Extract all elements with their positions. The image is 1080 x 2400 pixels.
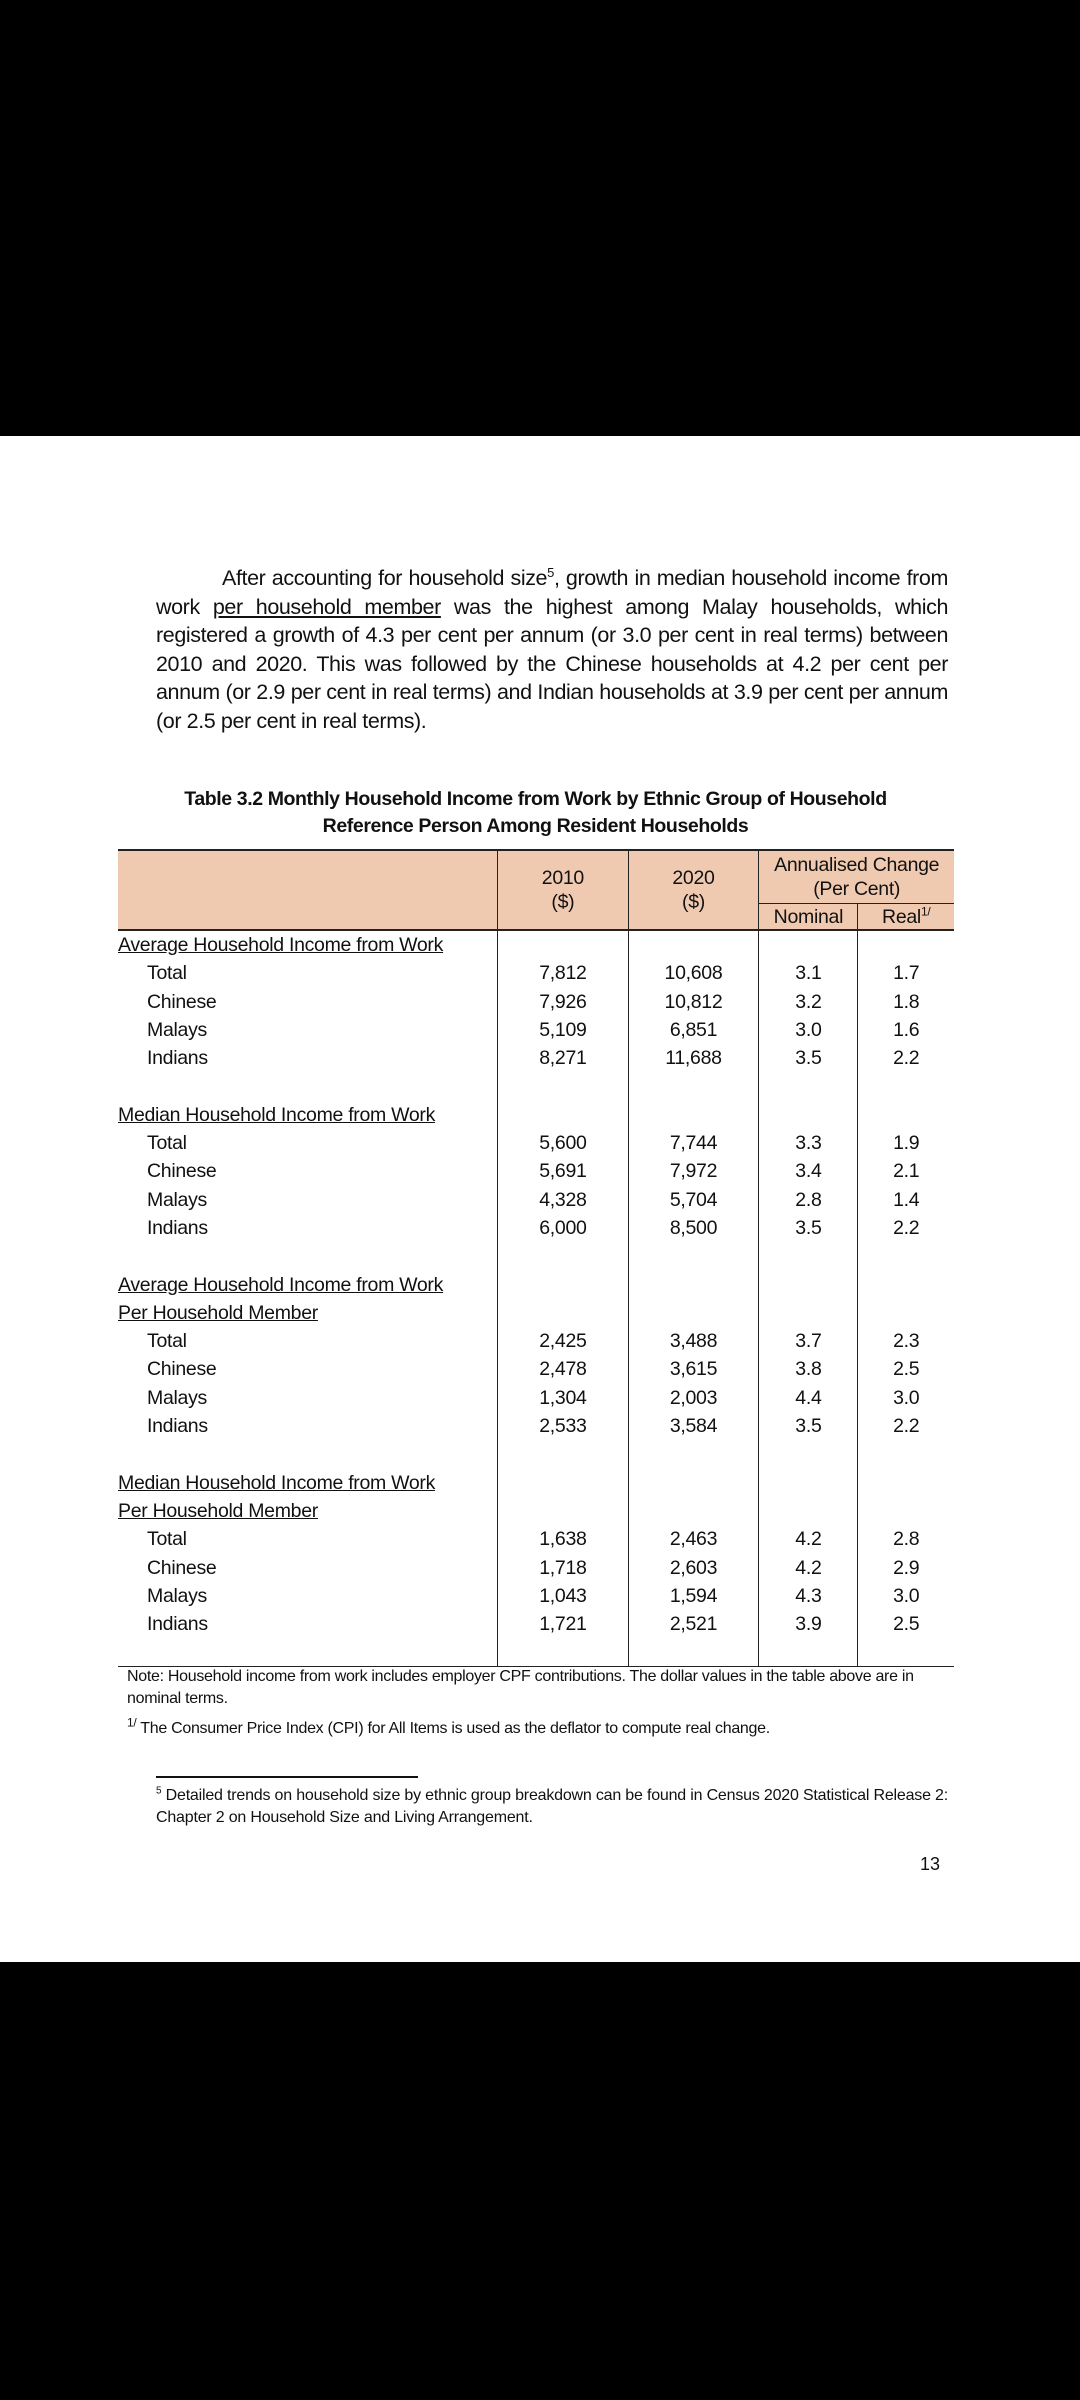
- paragraph-text: was the highest among Malay households, which registered a growth of 4.3 per cent per annum (or 3.0 per cent in real terms) between 2010 and 2020. This was followed by the Chinese households at 4.2 per cent per annum (or 2.9 per cent in real terms) and Indian households at 3.9 per cent per annum (or 2.5 per cent in real terms).: [156, 594, 948, 733]
- value-2010: 1,304: [498, 1384, 628, 1412]
- value-2010: 5,691: [498, 1157, 628, 1185]
- table-row: [118, 1016, 954, 1044]
- row-label: Indians: [147, 1415, 208, 1438]
- section-title: [118, 1271, 498, 1299]
- spacer-row: [118, 1638, 954, 1667]
- value-2020: 11,688: [628, 1044, 759, 1072]
- section-title: [118, 1469, 498, 1497]
- empty-cell: [628, 1440, 759, 1468]
- section-title-row: [118, 1497, 954, 1525]
- empty-cell: [858, 1469, 954, 1497]
- section-title: [118, 1497, 498, 1525]
- value-real: 2.2: [858, 1412, 954, 1440]
- row-label: Total: [147, 1528, 187, 1551]
- empty-cell: [628, 1271, 759, 1299]
- empty-cell: [759, 1469, 858, 1497]
- footnote-marker: 1/: [920, 904, 931, 918]
- table-row: [118, 1582, 954, 1610]
- value-nominal: 3.8: [759, 1355, 858, 1383]
- table-caption: [118, 786, 953, 840]
- table-row: [118, 1044, 954, 1072]
- paragraph-text: , growth in median household income from work: [156, 566, 949, 619]
- row-label: Malays: [147, 1584, 207, 1607]
- empty-cell: [118, 1072, 498, 1100]
- value-real: 2.2: [858, 1044, 954, 1072]
- header-real: Real$^{1/}$: [858, 904, 954, 931]
- empty-cell: [759, 1072, 858, 1100]
- value-real: 2.9: [858, 1554, 954, 1582]
- header-2010: 2010 ($): [498, 850, 628, 930]
- document-page: [0, 436, 1080, 1962]
- empty-cell: [498, 1242, 628, 1270]
- value-2010: 2,533: [498, 1412, 628, 1440]
- table-row: [118, 1327, 954, 1355]
- value-2010: 1,043: [498, 1582, 628, 1610]
- value-2020: 2,521: [628, 1610, 759, 1638]
- empty-cell: [759, 1638, 858, 1667]
- value-2010: 5,600: [498, 1129, 628, 1157]
- value-nominal: 3.4: [759, 1157, 858, 1185]
- value-nominal: 2.8: [759, 1186, 858, 1214]
- value-real: 2.2: [858, 1214, 954, 1242]
- value-2010: 1,718: [498, 1554, 628, 1582]
- value-2020: 10,608: [628, 959, 759, 987]
- row-label: Indians: [147, 1216, 208, 1239]
- empty-cell: [858, 1271, 954, 1299]
- empty-cell: [498, 1101, 628, 1129]
- empty-cell: [498, 1299, 628, 1327]
- empty-cell: [628, 1242, 759, 1270]
- row-label: Total: [147, 1330, 187, 1353]
- empty-cell: [628, 930, 759, 959]
- value-nominal: 3.7: [759, 1327, 858, 1355]
- footnote-separator: [156, 1776, 418, 1778]
- empty-cell: [858, 1072, 954, 1100]
- value-2020: 8,500: [628, 1214, 759, 1242]
- value-2020: 2,463: [628, 1525, 759, 1553]
- value-2020: 7,972: [628, 1157, 759, 1185]
- section-title-row: [118, 1271, 954, 1299]
- value-nominal: 4.2: [759, 1525, 858, 1553]
- income-table: [118, 849, 954, 1667]
- value-2010: 4,328: [498, 1186, 628, 1214]
- section-title-text: Median Household Income from Work: [118, 1103, 436, 1126]
- body-paragraph: [156, 564, 948, 735]
- empty-cell: [858, 1242, 954, 1270]
- section-title-row: [118, 1469, 954, 1497]
- value-2010: 2,425: [498, 1327, 628, 1355]
- paragraph-text: After accounting for household size: [222, 566, 548, 590]
- value-2010: 5,109: [498, 1016, 628, 1044]
- caption-line-2: Reference Person Among Resident Households: [322, 815, 749, 837]
- value-real: 1.7: [858, 959, 954, 987]
- table-row: [118, 1355, 954, 1383]
- empty-cell: [759, 1101, 858, 1129]
- value-real: 2.3: [858, 1327, 954, 1355]
- table-row: [118, 988, 954, 1016]
- row-label: Total: [147, 1132, 187, 1155]
- row-label: Malays: [147, 1018, 207, 1041]
- empty-cell: [498, 1072, 628, 1100]
- value-nominal: 4.3: [759, 1582, 858, 1610]
- row-label: Indians: [147, 1613, 208, 1636]
- empty-cell: [858, 930, 954, 959]
- value-2010: 8,271: [498, 1044, 628, 1072]
- underlined-phrase: per household member: [212, 594, 441, 619]
- value-nominal: 3.5: [759, 1044, 858, 1072]
- caption-line-1: Table 3.2 Monthly Household Income from Work by Ethnic Group of Household: [184, 788, 887, 810]
- empty-cell: [498, 1440, 628, 1468]
- value-real: 2.8: [858, 1525, 954, 1553]
- footnote-reference: 5: [547, 564, 554, 580]
- value-2020: 10,812: [628, 988, 759, 1016]
- value-2010: 7,812: [498, 959, 628, 987]
- value-real: 2.1: [858, 1157, 954, 1185]
- header-annualised-change: Annualised Change (Per Cent): [759, 850, 954, 904]
- empty-cell: [858, 1440, 954, 1468]
- section-title-text: Average Household Income from Work: [118, 934, 444, 956]
- empty-cell: [759, 1271, 858, 1299]
- value-nominal: 4.2: [759, 1554, 858, 1582]
- section-title-text: Per Household Member: [118, 1301, 318, 1324]
- page-number: 13: [920, 1854, 941, 1874]
- value-2010: 7,926: [498, 988, 628, 1016]
- value-2020: 6,851: [628, 1016, 759, 1044]
- section-title: [118, 930, 498, 959]
- empty-cell: [498, 1469, 628, 1497]
- value-2020: 3,488: [628, 1327, 759, 1355]
- empty-cell: [759, 930, 858, 959]
- row-label: Chinese: [147, 1358, 217, 1381]
- value-2020: 5,704: [628, 1186, 759, 1214]
- value-2020: 3,615: [628, 1355, 759, 1383]
- section-title: [118, 1101, 498, 1129]
- section-title-text: Per Household Member: [118, 1499, 318, 1522]
- value-2020: 3,584: [628, 1412, 759, 1440]
- row-label: Malays: [147, 1188, 207, 1211]
- empty-cell: [118, 1242, 498, 1270]
- section-title-row: [118, 930, 954, 959]
- value-2010: 1,638: [498, 1525, 628, 1553]
- empty-cell: [628, 1469, 759, 1497]
- empty-cell: [498, 930, 628, 959]
- value-real: 3.0: [858, 1582, 954, 1610]
- row-label: Malays: [147, 1386, 207, 1409]
- empty-cell: [759, 1242, 858, 1270]
- table-row: [118, 1214, 954, 1242]
- value-real: 1.6: [858, 1016, 954, 1044]
- row-label: Chinese: [147, 1556, 217, 1579]
- empty-cell: [628, 1299, 759, 1327]
- spacer-row: [118, 1242, 954, 1270]
- value-nominal: 4.4: [759, 1384, 858, 1412]
- value-nominal: 3.2: [759, 988, 858, 1016]
- table-row: [118, 1186, 954, 1214]
- empty-cell: [628, 1101, 759, 1129]
- value-2020: 7,744: [628, 1129, 759, 1157]
- value-real: 2.5: [858, 1610, 954, 1638]
- table-row: [118, 1129, 954, 1157]
- value-2010: 1,721: [498, 1610, 628, 1638]
- header-nominal: Nominal: [759, 904, 858, 931]
- row-label: Total: [147, 962, 187, 985]
- table-row: [118, 1554, 954, 1582]
- empty-cell: [759, 1440, 858, 1468]
- value-nominal: 3.5: [759, 1214, 858, 1242]
- row-label: Indians: [147, 1047, 208, 1070]
- cpi-note: $^{1/}$ The Consumer Price Index (CPI) for All Items is used as the deflator to compute real change.: [127, 1715, 770, 1737]
- empty-cell: [759, 1497, 858, 1525]
- table-row: [118, 1610, 954, 1638]
- value-2010: 6,000: [498, 1214, 628, 1242]
- value-2020: 2,003: [628, 1384, 759, 1412]
- empty-cell: [858, 1638, 954, 1667]
- value-real: 3.0: [858, 1384, 954, 1412]
- empty-cell: [498, 1638, 628, 1667]
- section-title: [118, 1299, 498, 1327]
- empty-cell: [628, 1497, 759, 1525]
- value-real: 1.8: [858, 988, 954, 1016]
- empty-cell: [628, 1072, 759, 1100]
- empty-cell: [498, 1497, 628, 1525]
- table-row: [118, 1525, 954, 1553]
- empty-cell: [498, 1271, 628, 1299]
- footnote: $^5$ Detailed trends on household size by ethnic group breakdown can be found in Census 2020 Statistical Release 2: Chapter 2 on Household Size and Living Arrangement.: [156, 1785, 948, 1826]
- value-nominal: 3.3: [759, 1129, 858, 1157]
- empty-cell: [858, 1101, 954, 1129]
- row-label: Chinese: [147, 1160, 217, 1183]
- section-title-row: [118, 1101, 954, 1129]
- value-nominal: 3.0: [759, 1016, 858, 1044]
- row-label: Chinese: [147, 990, 217, 1013]
- header-2020: 2020 ($): [628, 850, 759, 930]
- value-nominal: 3.9: [759, 1610, 858, 1638]
- value-2020: 1,594: [628, 1582, 759, 1610]
- value-real: 1.4: [858, 1186, 954, 1214]
- table-row: [118, 1157, 954, 1185]
- empty-cell: [118, 1638, 498, 1667]
- empty-cell: [118, 1440, 498, 1468]
- table-row: [118, 1384, 954, 1412]
- section-title-text: Average Household Income from Work: [118, 1273, 444, 1296]
- empty-cell: [628, 1638, 759, 1667]
- section-title-row: [118, 1299, 954, 1327]
- section-title-text: Median Household Income from Work: [118, 1471, 436, 1494]
- empty-cell: [759, 1299, 858, 1327]
- value-nominal: 3.1: [759, 959, 858, 987]
- value-2010: 2,478: [498, 1355, 628, 1383]
- value-real: 1.9: [858, 1129, 954, 1157]
- table-row: [118, 1412, 954, 1440]
- value-nominal: 3.5: [759, 1412, 858, 1440]
- value-real: 2.5: [858, 1355, 954, 1383]
- value-2020: 2,603: [628, 1554, 759, 1582]
- empty-cell: [858, 1299, 954, 1327]
- empty-cell: [858, 1497, 954, 1525]
- table-note: Note: Household income from work includes employer CPF contributions. The dollar values in the table above are in nominal terms.: [127, 1668, 914, 1707]
- header-label-column: [118, 850, 498, 930]
- spacer-row: [118, 1440, 954, 1468]
- table-row: [118, 959, 954, 987]
- spacer-row: [118, 1072, 954, 1100]
